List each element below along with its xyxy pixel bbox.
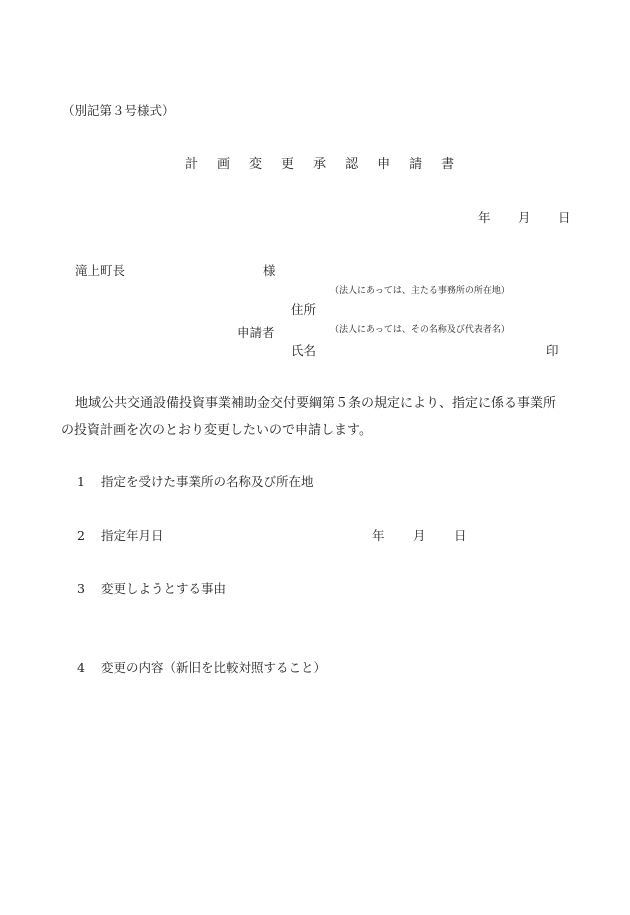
- date-month: 月: [518, 210, 531, 225]
- applicant-role: 申請者: [237, 325, 275, 340]
- item-date-year: 年: [372, 528, 385, 543]
- item-label: 変更しようとする事由: [101, 581, 227, 596]
- item-date-month: 月: [413, 528, 426, 543]
- addressee-name: 滝上町長: [75, 263, 126, 278]
- title-char: 認: [345, 157, 359, 172]
- body-text-line2: の投資計画を次のとおり変更したいので申請します。: [61, 423, 372, 438]
- title-char: 変: [249, 157, 263, 172]
- item-label: 指定を受けた事業所の名称及び所在地: [101, 474, 314, 489]
- title-char: 申: [377, 157, 391, 172]
- item-number: 2: [77, 528, 85, 543]
- name-note: （法人にあっては、その名称及び代表者名）: [330, 325, 510, 335]
- item-label: 指定年月日: [101, 528, 164, 543]
- title-char: 請: [409, 157, 423, 172]
- title-char: 書: [441, 157, 455, 172]
- item-number: 1: [77, 474, 85, 489]
- document-title: [185, 157, 454, 173]
- title-char: 画: [217, 157, 231, 172]
- body-text-line1: 地域公共交通設備投資事業補助金交付要綱第５条の規定により、指定に係る事業所: [75, 396, 557, 411]
- date-day: 日: [558, 210, 571, 225]
- item-date-day: 日: [454, 528, 467, 543]
- address-label: 住所: [291, 302, 317, 317]
- addressee-honorific: 様: [263, 263, 276, 278]
- item-number: 4: [77, 660, 85, 675]
- item-label: 変更の内容（新旧を比較対照すること）: [101, 660, 327, 675]
- name-label: 氏名: [291, 343, 317, 358]
- date-year: 年: [478, 210, 491, 225]
- address-note: （法人にあっては、主たる事務所の所在地）: [330, 286, 510, 296]
- title-char: 計: [185, 157, 199, 172]
- item-number: 3: [77, 581, 85, 596]
- title-char: 更: [281, 157, 295, 172]
- form-number: （別記第３号様式）: [62, 103, 175, 118]
- title-char: 承: [313, 157, 327, 172]
- seal-mark: 印: [546, 343, 559, 358]
